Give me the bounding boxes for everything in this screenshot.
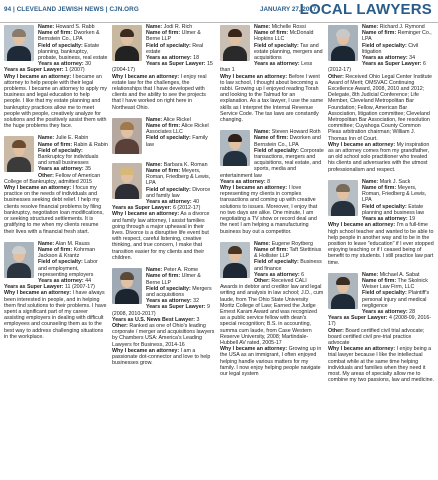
lawyer-super-years: 15 (2004-17): [112, 61, 213, 74]
lawyer-why: I enjoy being a trial lawyer because I like the intellectual combat while at the same time helping individuals and families when they need it most. My areas of specialty allow me to combine my two passions, law and medicine.: [328, 346, 434, 384]
lawyer-firm: Dworken & Bernstein Co., LPA: [38, 30, 100, 43]
lawyer-why: I became an attorney to help people with their legal problems. I became an attorney to apply my business and legal education to help people. I like that my estate planning and bankruptcy practices allow me to meet people with people, creatively analyze for solutions and the positively assist them with the huge problems they face.: [4, 73, 108, 130]
lawyer-super-years: 11 (2007-17): [64, 284, 95, 291]
label: Years as attorney:: [220, 178, 266, 185]
lawyer-years: 18: [193, 55, 200, 62]
lawyer-field: Bankruptcy for individuals and small businesses: [38, 154, 99, 167]
label: Name:: [146, 267, 163, 274]
lawyer-field: Tax and estate planning, mergers and acquisitions: [254, 42, 323, 62]
lawyer-entry-jodi: [112, 24, 216, 111]
lawyer-entry-michael: [328, 272, 434, 384]
lawyer-field: Family law: [146, 135, 208, 148]
lawyer-photo: [112, 268, 142, 304]
lawyer-entry-alan: [4, 241, 108, 340]
label: Why I became an attorney:: [220, 73, 288, 80]
lawyer-field: Real estate: [146, 42, 204, 55]
label: Why I became an attorney:: [4, 185, 72, 192]
lawyer-field: Business and finance: [254, 259, 322, 272]
lawyer-field: Estate planning, bankruptcy, probate, business, real estate: [38, 42, 108, 62]
lawyer-name: Howard S. Rabb: [55, 24, 95, 30]
lawyer-name: Peter A. Rome: [163, 267, 199, 274]
label: Field of specialty:: [362, 203, 407, 210]
lawyer-firm: Meyers, Roman, Friedberg & Lewis, LPA: [146, 168, 211, 187]
label: Field of specialty:: [254, 42, 299, 49]
lawyer-entry-barbara: [112, 162, 216, 261]
lawyer-super-years: 1 (2007): [64, 67, 85, 74]
lawyer-firm: The Skolnick Weiser Law Firm, LLC: [362, 277, 428, 291]
label: Years as attorney:: [254, 271, 300, 278]
label: Why I became an attorney:: [220, 346, 288, 353]
label: Field of specialty:: [254, 259, 299, 266]
lawyer-years: 40: [193, 199, 200, 206]
lawyer-entry-richard: [328, 24, 434, 173]
lawyer-field: Estate planning and business law: [362, 203, 425, 216]
lawyer-other: Fellow of American College of Bankruptcy, admitted 2015: [4, 172, 101, 185]
lawyer-entry-eugene: [220, 241, 324, 377]
label: Other:: [328, 327, 344, 334]
lawyer-entry-julie: [4, 135, 108, 234]
label: Why I became an attorney:: [328, 141, 396, 148]
lawyer-entry-michelle: [220, 24, 324, 123]
lawyer-field: Mergers and acquisitions: [146, 285, 212, 298]
label: Name of firm:: [38, 246, 73, 253]
label: Years as Super Lawyer:: [112, 205, 172, 212]
lawyer-other: Ranked as one of Ohio's leading corporate / merger and acquisitions lawyers by Chambers USA: America's Leading Lawyers for Business, 2014-16: [112, 322, 215, 348]
label: Years as attorney:: [38, 61, 84, 68]
lawyer-field: Plaintiff's personal injury and medical negligence: [362, 290, 430, 309]
lawyer-photo: [220, 130, 250, 166]
lawyer-photo: [4, 242, 34, 278]
publication-folio: 94 | CLEVELAND JEWISH NEWS | CJN.ORG: [4, 6, 139, 13]
label: Name:: [38, 24, 55, 30]
lawyer-photo: [112, 25, 142, 61]
lawyer-entry-alice: [112, 117, 216, 156]
label: Years as Super Lawyer:: [146, 304, 206, 311]
lawyer-photo: [220, 242, 250, 278]
lawyer-years: 8: [267, 178, 271, 185]
lawyer-firm: Reminger Co., LPA: [362, 30, 432, 43]
label: Name of firm:: [362, 185, 397, 192]
label: Name:: [146, 24, 163, 30]
column-3: [220, 24, 324, 383]
label: Years as attorney:: [146, 298, 192, 305]
label: Other:: [112, 322, 128, 329]
label: Name of firm:: [362, 30, 397, 37]
column-1: [4, 24, 108, 346]
label: Name:: [254, 24, 271, 30]
lawyer-years: 32: [193, 298, 200, 305]
lawyer-why: My inspiration as an attorney comes from my grandfather, an old school solo practitioner who treated his clients and adversaries with the utmost professionalism and respect.: [328, 141, 430, 173]
lawyer-why: Before I went to law school, I thought about becoming a rabbi. Growing up I enjoyed reading Torah and looking to the Talmud for an explanation. As a tax lawyer, I use the same skills as I interpret the Internal Revenue Service Code. The tax laws are constantly changing.: [220, 73, 324, 124]
label: Years as attorney:: [38, 277, 84, 284]
lawyer-entry-mark: [328, 179, 434, 266]
lawyer-why: I am a passionate dot-connector and love to help businesses grow.: [112, 347, 211, 367]
lawyer-super-years: 4 (2008-09, 2016-17): [328, 315, 432, 328]
label: Years as attorney:: [146, 199, 192, 206]
lawyer-entry-howard: [4, 24, 108, 129]
label: Field of specialty:: [38, 259, 83, 266]
lawyer-super-years: 9 (2008, 2010-2017): [112, 304, 210, 317]
label: Field of specialty:: [38, 42, 83, 49]
label: Why I became an attorney:: [220, 185, 288, 192]
label: Years as Super Lawyer:: [328, 315, 388, 322]
label: Field of specialty:: [146, 285, 191, 292]
lawyer-firm: Kohrman Jackson & Krantz: [38, 246, 96, 260]
lawyer-name: Michael A. Sabat: [379, 271, 420, 278]
label: Years as attorney:: [362, 216, 408, 223]
lawyer-years: 34: [409, 55, 416, 62]
section-title: LOCAL LAWYERS: [299, 1, 432, 18]
lawyer-name: Julie E. Rabin: [55, 135, 89, 142]
lawyer-years: 19: [409, 216, 416, 223]
lawyer-why: I focus my practice on the needs of individuals and businesses seeking debt relief. I help my clients resolve financial problems by filing bankruptcy, negotiation loan modifications, or seeking structured settlements. It is gratifying to me when my clients resume their lives with a financial fresh start.: [4, 185, 104, 235]
label: Why I became an attorney:: [4, 73, 72, 80]
lawyer-years: Less than 1: [220, 61, 313, 74]
label: Field of specialty:: [362, 290, 407, 297]
label: Years as Super Lawyer:: [362, 61, 422, 68]
lawyer-name: Alice Rickel: [163, 116, 191, 123]
label: Other:: [328, 73, 344, 80]
lawyer-photo: [328, 273, 358, 309]
label: Why I became an attorney:: [328, 346, 396, 353]
column-4: [328, 24, 434, 389]
lawyer-firm: Dworken and Bernstein Co., LPA: [254, 135, 321, 148]
label: Field of specialty:: [38, 147, 83, 154]
label: Name:: [38, 240, 55, 247]
lawyer-field: Divorce and family law: [146, 186, 211, 199]
lawyer-firm: Alice Rickel Associates LLC: [146, 123, 209, 136]
label: Why I became an attorney:: [112, 211, 180, 218]
label: Years as attorney:: [362, 308, 408, 315]
lawyer-entry-peter: Name: Peter A. Rome Name of firm: Ulmer & Berne LLP Field of specialty: Mergers and acquisitions Years as attorney: 32 Years as Super Lawyer: 9 (2008, 2010-2017) Years as U.S. News Best Lawyer: 3 Other: Ranked as one of Ohio's leading corporate / merger and acquisitions lawyers by Chambers USA: America's Leading Lawyers for Business, 2014-16 Why I became an attorney: I am a passionate dot-connector and love to help businesses grow.: [112, 267, 215, 367]
label: Name:: [146, 161, 163, 168]
lawyer-other: Received CALI Awards in debtor and creditor law and legal writing and analysis in law school; J.D., cum laude, from The Ohio State University Moritz College of Law; Earned the Judge Ernest Karam Award and was recognized as a public service fellow with dean's special recognition; B.S. in accounting, summa cum laude, from Case Western Reserve University, 2008; Martindale-Hubbell AV rated, 2005-17: [220, 277, 324, 346]
label: Why I became an attorney:: [328, 222, 396, 229]
label: Name of firm:: [254, 30, 289, 37]
label: Why I became an attorney:: [112, 73, 180, 80]
label: Name:: [362, 178, 379, 185]
label: Why I became an attorney:: [112, 347, 180, 354]
lawyer-photo: [328, 180, 358, 216]
label: Field of specialty:: [146, 186, 191, 193]
lawyer-why: I have always been interested in people, and in helping them find solutions to their problems. I have spent a significant part of my career assisting employers in dealing with difficult employees and counseling them as to the best way to address challenging situations in the workplace.: [4, 290, 107, 340]
lawyer-why: Growing up in the USA as an immigrant, I often enjoyed helping handle various matters for my family. I now enjoy helping people navigate our legal system: [220, 346, 322, 377]
lawyer-photo: [4, 25, 34, 61]
label: Name of firm:: [254, 246, 289, 253]
lawyer-why: As a divorce and family law attorney, I assist families going through a major upheaval in their lives. Divorce is a disruptive life event but with respect, careful listening, creative thinking, and true concern, I make that transition easier for my clients and their children.: [112, 211, 210, 261]
lawyer-years: 6: [301, 271, 305, 278]
lawyer-photo: [220, 25, 250, 61]
lawyer-name: Richard J. Rymond: [379, 24, 425, 30]
page-header: [0, 0, 438, 23]
lawyer-firm: Rabin & Rabin: [73, 141, 108, 148]
lawyer-firm: Meyers, Roman, Friedberg & Lewis, LPA: [362, 185, 427, 204]
lawyer-other: Board certified civil trial advocate; board certified civil pre-trial practice advocate: [328, 327, 425, 346]
label: Other:: [38, 172, 54, 179]
lawyer-name: Barbara K. Roman: [163, 161, 208, 168]
lawyer-name: Michelle Rossi: [271, 24, 306, 30]
label: Years as Super Lawyer:: [4, 284, 64, 291]
issue-date: JANUARY 27, 2017: [260, 6, 317, 13]
label: Name:: [146, 116, 163, 123]
lawyer-firm: Taft Stettinius & Hollister LLP: [254, 246, 322, 260]
label: Field of specialty:: [146, 42, 191, 49]
label: Field of specialty:: [362, 42, 407, 49]
label: Name:: [254, 129, 271, 136]
lawyer-years: 44: [85, 277, 92, 284]
label: Field of specialty:: [146, 135, 191, 142]
lawyer-field: Civil litigation: [362, 42, 419, 55]
label: Name of firm:: [146, 168, 181, 175]
label: Years as Super Lawyer:: [146, 61, 206, 68]
lawyer-photo: [112, 118, 142, 154]
lawyer-field: Corporate transactions, mergers and acquisitions, real estate, and sports, media and entertainment law: [220, 147, 324, 179]
label: Name of firm:: [146, 30, 181, 37]
label: Why I became an attorney:: [4, 290, 72, 297]
lawyer-why: I love representing my clients in complex transactions and coming up with creative solutions to issues. Moreover, I enjoy that no two days are alike. One minute, I am negotiating a TV show or record deal and the next I am helping a manufacturing business buy out a competitor.: [220, 185, 318, 235]
lawyer-firm: Ulmer & Berne LLP: [146, 273, 201, 286]
lawyer-best-years: 3: [196, 316, 200, 323]
lawyer-photo: [112, 163, 142, 199]
column-2: [112, 24, 216, 372]
lawyer-firm: McDonald Hopkins LLC: [254, 30, 314, 43]
label: Name of firm:: [38, 141, 73, 148]
label: Name of firm:: [254, 135, 289, 142]
lawyer-super-years: 6 (2012-17): [172, 205, 201, 212]
label: Years as attorney:: [38, 166, 84, 173]
lawyer-years: 28: [409, 308, 416, 315]
lawyer-name: Eugene Roytberg: [271, 240, 313, 247]
label: Name of firm:: [146, 123, 181, 130]
lawyer-field: Labor and employment, representing employers: [38, 259, 98, 278]
label: Years as attorney:: [254, 61, 300, 68]
lawyer-super-years: 6 (2012-17): [328, 61, 426, 74]
lawyer-name: Steven Howard Roth: [271, 129, 321, 136]
lawyer-name: Alan M. Rauss: [55, 240, 90, 247]
label: Name:: [254, 240, 271, 247]
lawyer-name: Jodi R. Rich: [163, 24, 193, 30]
label: Field of specialty:: [254, 147, 299, 154]
lawyer-firm: Ulmer & Berne LLP: [146, 30, 201, 43]
lawyer-name: Mark J. Sack: [379, 178, 411, 185]
label: Years as attorney:: [362, 55, 408, 62]
label: Name:: [38, 135, 55, 142]
lawyer-years: 35: [85, 166, 92, 173]
label: Name:: [362, 271, 379, 278]
lawyer-other: Received Ohio Legal Center Institute Award of Merit; OMSVAC Continuing Excellence Award, 2008, 2010 and 2012; Delegate, 8th Judicial Conference; Life Member, Cleveland Metropolitan Bar Foundation; Fellow, American Bar Association, litigation committee; Cleveland Metropolitan Bar Association, fee resolution committee; Cuyahoga County Common Pleas arbitration chairman; William J. Thomas Inn of Court.: [328, 73, 432, 142]
lawyer-why: I enjoy real estate law for the challenges, the relationships that I have developed with clients and the ability to see the projects that I have worked on right here in Northeast Ohio.: [112, 73, 207, 111]
label: Years as attorney:: [146, 55, 192, 62]
label: Name of firm:: [146, 273, 181, 280]
label: Name of firm:: [38, 30, 73, 37]
label: Years as Super Lawyer:: [4, 67, 64, 74]
lawyer-photo: [4, 136, 34, 172]
lawyer-why: I'm a full-time high school teacher and wanted to be able to help people in another way and to be in the position to leave "education" if I ever stopped enjoying teaching or if I ceased being of benefit to my students. I still practice law part time.: [328, 222, 434, 266]
label: Name:: [362, 24, 379, 30]
lawyer-entry-steven: [220, 129, 324, 234]
lawyer-years: 30: [85, 61, 92, 68]
lawyer-photo: [328, 25, 358, 61]
label: Other:: [254, 277, 270, 284]
label: Name of firm:: [362, 277, 397, 284]
